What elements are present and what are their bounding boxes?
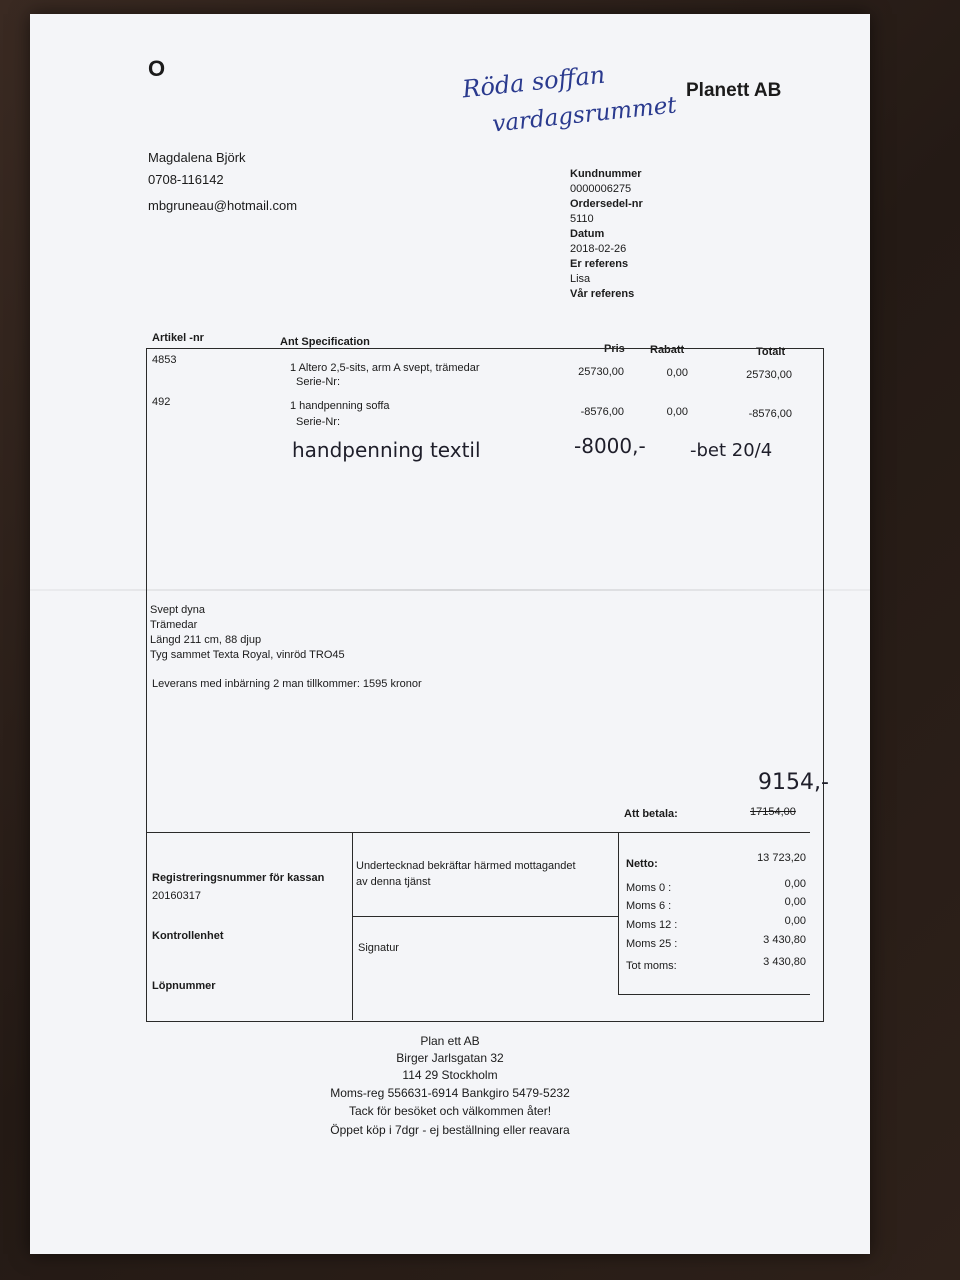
handwritten-note-line2: vardagsrummet xyxy=(491,92,678,138)
bottom-divider-2 xyxy=(618,832,619,994)
row2-artikel: 492 xyxy=(152,396,171,408)
customer-name: Magdalena Björk xyxy=(148,150,246,165)
company-logo: O xyxy=(148,56,166,81)
kundnummer-label: Kundnummer xyxy=(570,168,642,180)
lopnummer-label: Löpnummer xyxy=(152,980,216,992)
note-line1: Svept dyna xyxy=(150,604,206,616)
row1-totalt: 25730,00 xyxy=(746,369,792,381)
footer-reg: Moms-reg 556631-6914 Bankgiro 5479-5232 xyxy=(330,1086,570,1100)
row2-spec: 1 handpenning soffa xyxy=(290,400,390,412)
moms12-label: Moms 12 : xyxy=(626,919,678,931)
receipt-paper xyxy=(30,14,870,1254)
leverans-note: Leverans med inbärning 2 man tillkommer: 1595 kronor xyxy=(152,678,422,690)
customer-email: mbgruneau@hotmail.com xyxy=(148,198,298,213)
note-line3: Längd 211 cm, 88 djup xyxy=(150,634,262,646)
footer-city: 114 29 Stockholm xyxy=(402,1068,498,1082)
er-referens-label: Er referens xyxy=(570,258,629,270)
row2-serie: Serie-Nr: xyxy=(296,416,341,428)
handwritten-row-text: handpenning textil xyxy=(292,438,481,462)
handwritten-row-amount: -8000,- xyxy=(574,434,646,458)
row1-artikel: 4853 xyxy=(152,354,177,366)
ordersedel-label: Ordersedel-nr xyxy=(570,198,643,210)
datum-label: Datum xyxy=(570,228,605,240)
handwritten-note-line1: Röda soffan xyxy=(460,60,607,104)
netto-value: 13 723,20 xyxy=(757,852,806,864)
signature-divider xyxy=(352,916,618,917)
footer-company: Plan ett AB xyxy=(420,1034,480,1048)
customer-phone: 0708-116142 xyxy=(148,172,224,187)
moms12-value: 0,00 xyxy=(784,915,806,927)
footer-street: Birger Jarlsgatan 32 xyxy=(396,1051,504,1065)
note-line4: Tyg sammet Texta Royal, vinröd TRO45 xyxy=(150,649,345,661)
moms6-value: 0,00 xyxy=(784,896,806,908)
row2-rabatt: 0,00 xyxy=(666,406,688,418)
footer-thanks: Tack för besöket och välkommen åter! xyxy=(348,1104,552,1118)
kundnummer-value: 0000006275 xyxy=(570,183,632,195)
company-name: Planett AB xyxy=(686,80,782,101)
header-totalt: Totalt xyxy=(756,346,786,358)
moms25-value: 3 430,80 xyxy=(763,934,806,946)
moms0-value: 0,00 xyxy=(784,878,806,890)
header-pris: Pris xyxy=(604,343,625,355)
note-line2: Trämedar xyxy=(150,619,198,631)
tot-moms-label: Tot moms: xyxy=(626,960,677,972)
signatur-label: Signatur xyxy=(358,942,399,954)
moms0-label: Moms 0 : xyxy=(626,882,672,894)
header-artikel: Artikel -nr xyxy=(152,332,204,344)
moms-bottom-line xyxy=(618,994,810,995)
att-betala-value: 17154,00 xyxy=(750,806,796,818)
moms25-label: Moms 25 : xyxy=(626,938,678,950)
netto-label: Netto: xyxy=(626,858,658,870)
row1-serie: Serie-Nr: xyxy=(296,376,341,388)
row1-rabatt: 0,00 xyxy=(666,367,688,379)
reg-label: Registreringsnummer för kassan xyxy=(152,872,325,884)
header-spec: Ant Specification xyxy=(280,336,370,348)
kontroll-label: Kontrollenhet xyxy=(152,930,224,942)
att-betala-label: Att betala: xyxy=(624,808,678,820)
row1-pris: 25730,00 xyxy=(578,366,624,378)
confirm-text-2: av denna tjänst xyxy=(356,876,431,888)
row1-spec: 1 Altero 2,5-sits, arm A svept, trämedar xyxy=(290,362,480,374)
er-referens-value: Lisa xyxy=(570,273,591,285)
datum-value: 2018-02-26 xyxy=(570,243,627,255)
row2-pris: -8576,00 xyxy=(580,406,624,418)
var-referens-label: Vår referens xyxy=(570,288,635,300)
bottom-divider-1 xyxy=(352,832,353,1020)
tot-moms-value: 3 430,80 xyxy=(763,956,806,968)
ordersedel-value: 5110 xyxy=(570,213,594,225)
moms6-label: Moms 6 : xyxy=(626,900,672,912)
confirm-text-1: Undertecknad bekräftar härmed mottagandet xyxy=(356,860,576,872)
handwritten-row-note: -bet 20/4 xyxy=(690,440,773,461)
reg-value: 20160317 xyxy=(152,890,201,902)
totals-divider xyxy=(146,832,810,833)
handwritten-total: 9154,- xyxy=(758,770,829,795)
header-rabatt: Rabatt xyxy=(650,344,685,356)
row2-totalt: -8576,00 xyxy=(748,408,792,420)
footer-return-policy: Öppet köp i 7dgr - ej beställning eller reavara xyxy=(330,1123,570,1137)
